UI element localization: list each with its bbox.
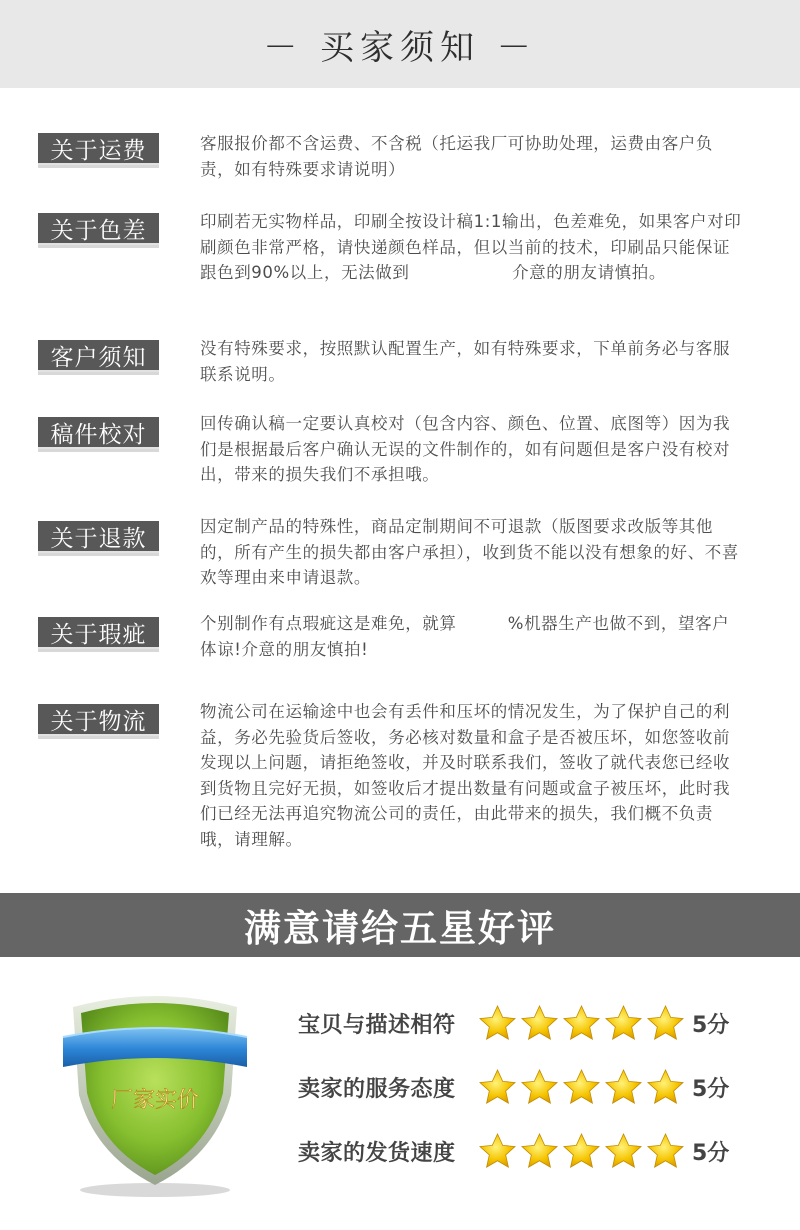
star-icon <box>646 1132 685 1170</box>
star-icon <box>562 1132 601 1170</box>
badge-text: 厂家实价 <box>110 1088 200 1113</box>
star-icon <box>478 1132 517 1170</box>
shield-graphic <box>55 985 255 1200</box>
notice-tag: 客户须知 <box>38 340 159 372</box>
star-group <box>478 1068 688 1106</box>
notice-text: 物流公司在运输途中也会有丢件和压坏的情况发生，为了保护自己的利益，务必先验货后签收，务必核对数量和盒子是否被压坏，如您签收前发现以上问题，请拒绝签收，并及时联系我们，签收了就代表您已经收到货物且完好无损，如签收后才提出数量有问题或盒子被压坏，此时我们已经无法再追究物流公司的责任，由此带来的损失，我们概不负责哦，请理解。 <box>200 702 731 849</box>
notice-text: 印刷若无实物样品，印刷全按设计稿1:1输出，色差难免，如果客户对印刷颜色非常严格，请快递颜色样品，但以当前的技术，印刷品只能保证跟色到90%以上，无法做到 介意的朋友请慎拍。 <box>200 212 742 282</box>
notice-text: 没有特殊要求，按照默认配置生产，如有特殊要求，下单前务必与客服联系说明。 <box>200 339 731 384</box>
rating-label: 宝贝与描述相符 <box>298 1012 456 1038</box>
rating-score: 5分 <box>692 1012 730 1038</box>
notice-text: 回传确认稿一定要认真校对（包含内容、颜色、位置、底图等）因为我们是根据最后客户确认无误的文件制作的，如有问题但是客户没有校对出，带来的损失我们不承担哦。 <box>200 414 731 484</box>
rating-banner <box>0 893 800 957</box>
rating-score: 5分 <box>692 1076 730 1102</box>
star-icon <box>604 1068 643 1106</box>
notice-text: 因定制产品的特殊性，商品定制期间不可退款（版图要求改版等其他的，所有产生的损失都由客户承担），收到货不能以没有想象的好、不喜欢等理由来申请退款。 <box>200 517 739 587</box>
notice-tag: 稿件校对 <box>38 417 159 449</box>
notice-text: 客服报价都不含运费、不含税（托运我厂可协助处理，运费由客户负责，如有特殊要求请说明） <box>200 134 713 179</box>
star-group <box>478 1132 688 1170</box>
star-icon <box>646 1068 685 1106</box>
star-icon <box>562 1004 601 1042</box>
notice-text: 个别制作有点瑕疵这是难免，就算 %机器生产也做不到，望客户体谅!介意的朋友慎拍! <box>200 614 730 659</box>
page-header <box>0 0 800 88</box>
star-group <box>478 1004 688 1042</box>
page-title: － 买家须知 － <box>263 27 537 68</box>
notice-tag: 关于瑕疵 <box>38 617 159 649</box>
rating-label: 卖家的服务态度 <box>298 1076 456 1102</box>
star-icon <box>604 1004 643 1042</box>
star-icon <box>478 1004 517 1042</box>
rating-score: 5分 <box>692 1140 730 1166</box>
star-icon <box>604 1132 643 1170</box>
rating-row-service <box>298 1064 738 1110</box>
banner-title: 满意请给五星好评 <box>244 907 556 950</box>
notice-tag: 关于退款 <box>38 521 159 553</box>
notice-tag: 关于物流 <box>38 704 159 736</box>
notice-tag: 关于色差 <box>38 213 159 245</box>
rating-label: 卖家的发货速度 <box>298 1140 456 1166</box>
shield-icon <box>55 985 255 1200</box>
star-icon <box>520 1068 559 1106</box>
star-icon <box>520 1132 559 1170</box>
rating-row-description <box>298 1000 738 1046</box>
notice-tag: 关于运费 <box>38 133 159 165</box>
rating-row-shipping-speed <box>298 1128 738 1174</box>
star-icon <box>646 1004 685 1042</box>
star-icon <box>562 1068 601 1106</box>
star-icon <box>478 1068 517 1106</box>
star-icon <box>520 1004 559 1042</box>
